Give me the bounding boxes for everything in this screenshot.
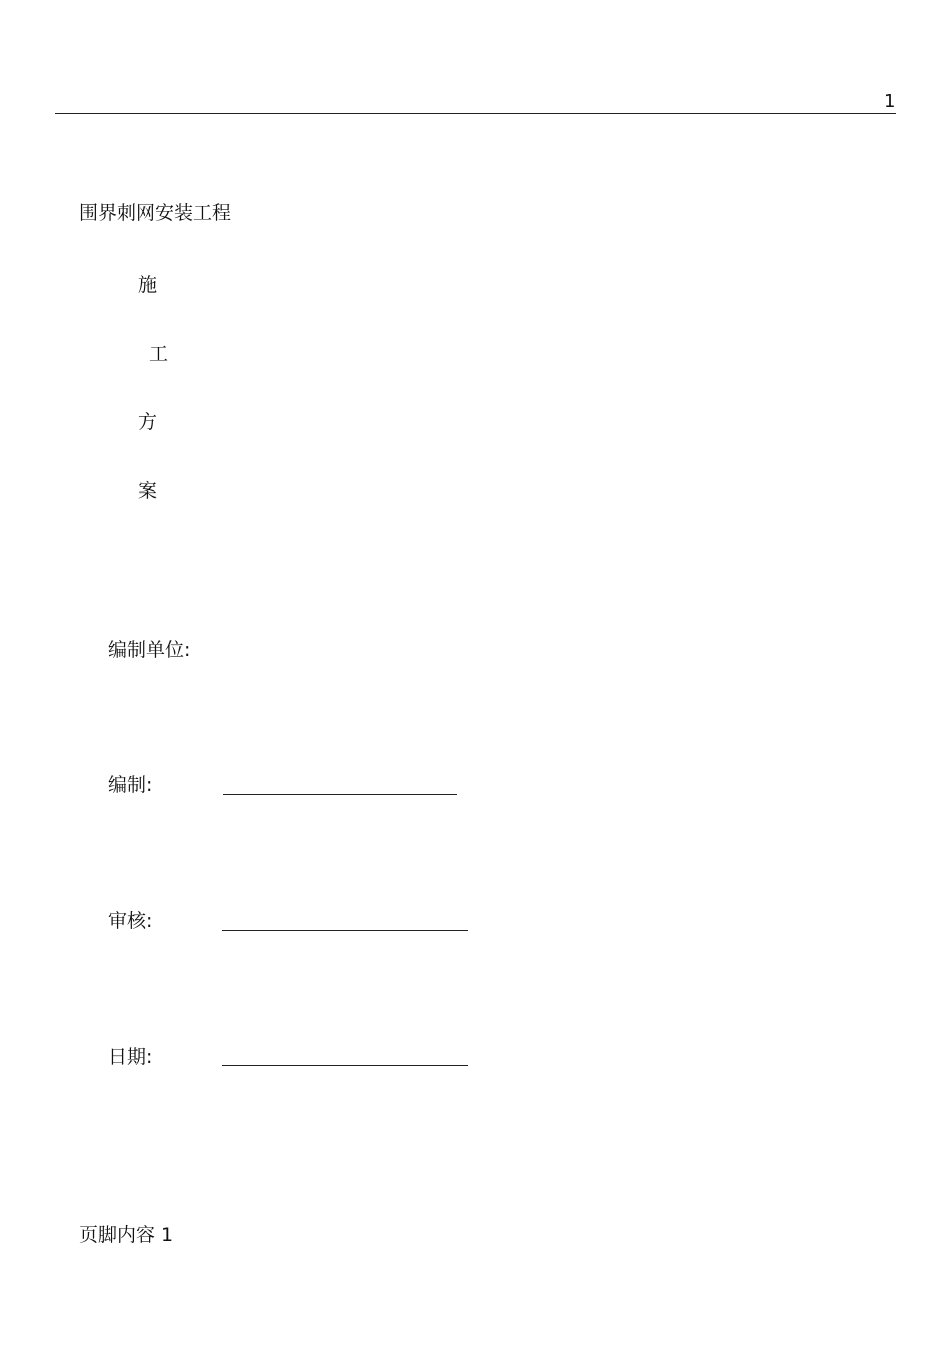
page-number: 1 (884, 91, 896, 112)
date-label: 日期: (108, 1046, 153, 1068)
compiler-signature-line (223, 794, 457, 795)
vertical-title-char-1: 施 (138, 274, 158, 296)
compiling-unit-label: 编制单位: (108, 639, 191, 661)
compiler-label: 编制: (108, 774, 153, 796)
reviewer-label: 审核: (108, 910, 153, 932)
date-signature-line (222, 1065, 468, 1066)
reviewer-signature-line (222, 930, 468, 931)
vertical-title-char-2: 工 (149, 343, 169, 365)
header-rule (55, 113, 896, 114)
footer-text: 页脚内容 1 (79, 1224, 174, 1246)
project-title: 围界刺网安装工程 (79, 202, 232, 224)
vertical-title-char-3: 方 (138, 411, 158, 433)
vertical-title-char-4: 案 (138, 480, 158, 502)
